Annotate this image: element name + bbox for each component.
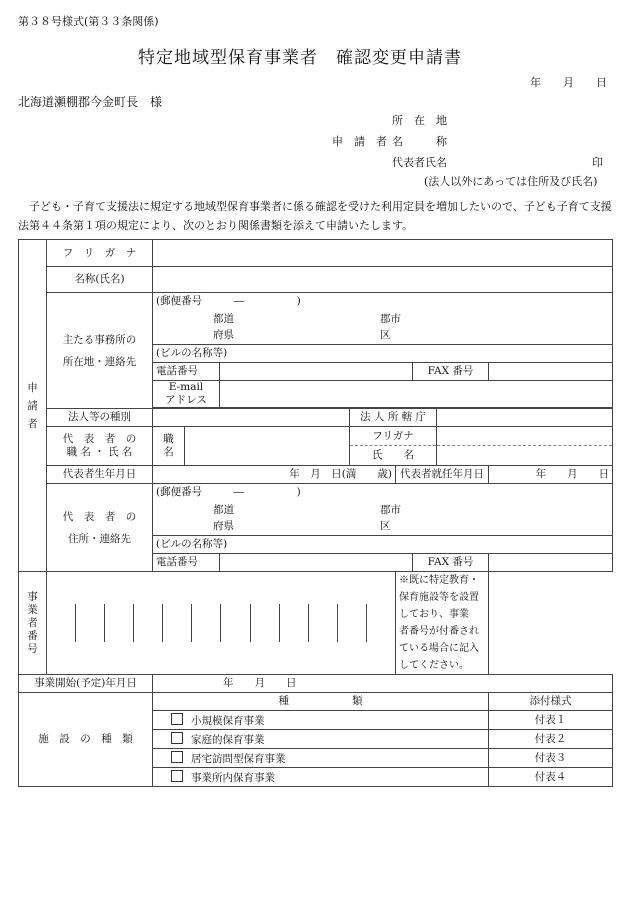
applicant-label: 申 請 者 [332,135,387,148]
applicant-side-label: 申 請 者 [19,240,47,572]
shoku-label: 職 名 [153,427,185,466]
application-table [18,239,613,787]
facility-attach: 付表４ [489,768,613,787]
facility-option[interactable]: 小規模保育事業 [153,711,489,730]
corp-office-label: 法 人 所 轄 庁 [350,409,437,427]
corp-type-label: 法人等の種別 [47,409,153,427]
name-label: 名 称 [392,135,447,148]
facility-type-label: 施 設 の 種 類 [19,693,153,787]
rep-building-line[interactable]: (ビルの名称等) [153,536,613,554]
postal-line[interactable]: (郵便番号 ― ) [153,293,613,311]
rep-title-input[interactable] [185,427,350,466]
rep-fax-label: FAX 番号 [413,554,489,572]
rep-name-input[interactable] [437,427,613,466]
facility-option[interactable]: 居宅訪問型保育事業 [153,749,489,768]
tel-input[interactable] [220,363,413,381]
kind-header: 種 類 [153,693,489,711]
rep-tel-input[interactable] [220,554,413,572]
corp-type-input[interactable] [153,409,350,427]
office-label: 主たる事務所の 所在地・連絡先 [47,293,153,409]
applicant-note: (法人以外にあっては住所及び氏名) [424,175,598,188]
building-line[interactable]: (ビルの名称等) [153,345,613,363]
attach-header: 添付様式 [489,693,613,711]
rep-postal-line[interactable]: (郵便番号 ― ) [153,484,613,502]
fax-label: FAX 番号 [413,363,489,381]
rep-birth-label: 代表者生年月日 [47,466,153,484]
biz-number-label: 事 業 者 番 号 [19,572,47,675]
rep-address-input[interactable]: 都道 府県 郡市 区 [153,502,613,536]
rep-birth-input[interactable]: 年 月 日(満 歳) [153,466,396,484]
facility-option[interactable]: 事業所内保育事業 [153,768,489,787]
tel-label: 電話番号 [153,363,220,381]
date-line: 年 月 日 [530,76,607,89]
office-address-input[interactable]: 都道 府県 郡市 区 [153,311,613,345]
recipient: 北海道瀬棚郡今金町長 様 [18,95,163,109]
representative-label: 代表者氏名 [392,156,447,169]
page-title: 特定地域型保育事業者 確認変更申請書 [138,48,462,68]
rep-tel-label: 電話番号 [153,554,220,572]
name-input[interactable] [153,267,613,293]
rep-start-input[interactable]: 年 月 日 [489,466,613,484]
rep-fax-input[interactable] [489,554,613,572]
checkbox[interactable] [171,732,183,744]
facility-attach: 付表１ [489,711,613,730]
form-number: 第３８号様式(第３３条関係) [18,15,159,28]
start-date-input[interactable]: 年 月 日 [153,675,613,693]
corp-office-input[interactable] [437,409,613,427]
facility-attach: 付表３ [489,749,613,768]
facility-attach: 付表２ [489,730,613,749]
biz-number-note: ※既に特定教育・保育施設等を設置しており、事業 者番号が付番されている場合に記入してください。 [396,572,489,675]
email-label: E-mail アドレス [153,381,220,408]
email-input[interactable] [220,381,613,408]
start-date-label: 事業開始(予定)年月日 [19,675,153,693]
furigana-input[interactable] [153,240,613,267]
rep-address-label: 代 表 者 の 住所・連絡先 [47,484,153,572]
address-label: 所 在 地 [392,114,447,127]
checkbox[interactable] [171,751,183,763]
rep-name-labels: フリガナ 氏 名 [350,427,437,466]
facility-option[interactable]: 家庭的保育事業 [153,730,489,749]
rep-title-label: 代 表 者 の 職 名 ・ 氏 名 [47,427,153,466]
checkbox[interactable] [171,770,183,782]
seal-mark: 印 [592,156,603,169]
fax-input[interactable] [489,363,613,381]
rep-start-label: 代表者就任年月日 [396,466,489,484]
biz-number-boxes[interactable] [47,572,396,675]
name-label-cell: 名称(氏名) [47,267,153,293]
body-text: 子ども・子育て支援法に規定する地域型保育事業者に係る確認を受けた利用定員を増加したいので、子ども子育て支援法第４４条第１項の規定により、次のとおり関係書類を添えて申請いたします。 [18,200,612,232]
checkbox[interactable] [171,713,183,725]
furigana-label: フ リ ガ ナ [47,240,153,267]
